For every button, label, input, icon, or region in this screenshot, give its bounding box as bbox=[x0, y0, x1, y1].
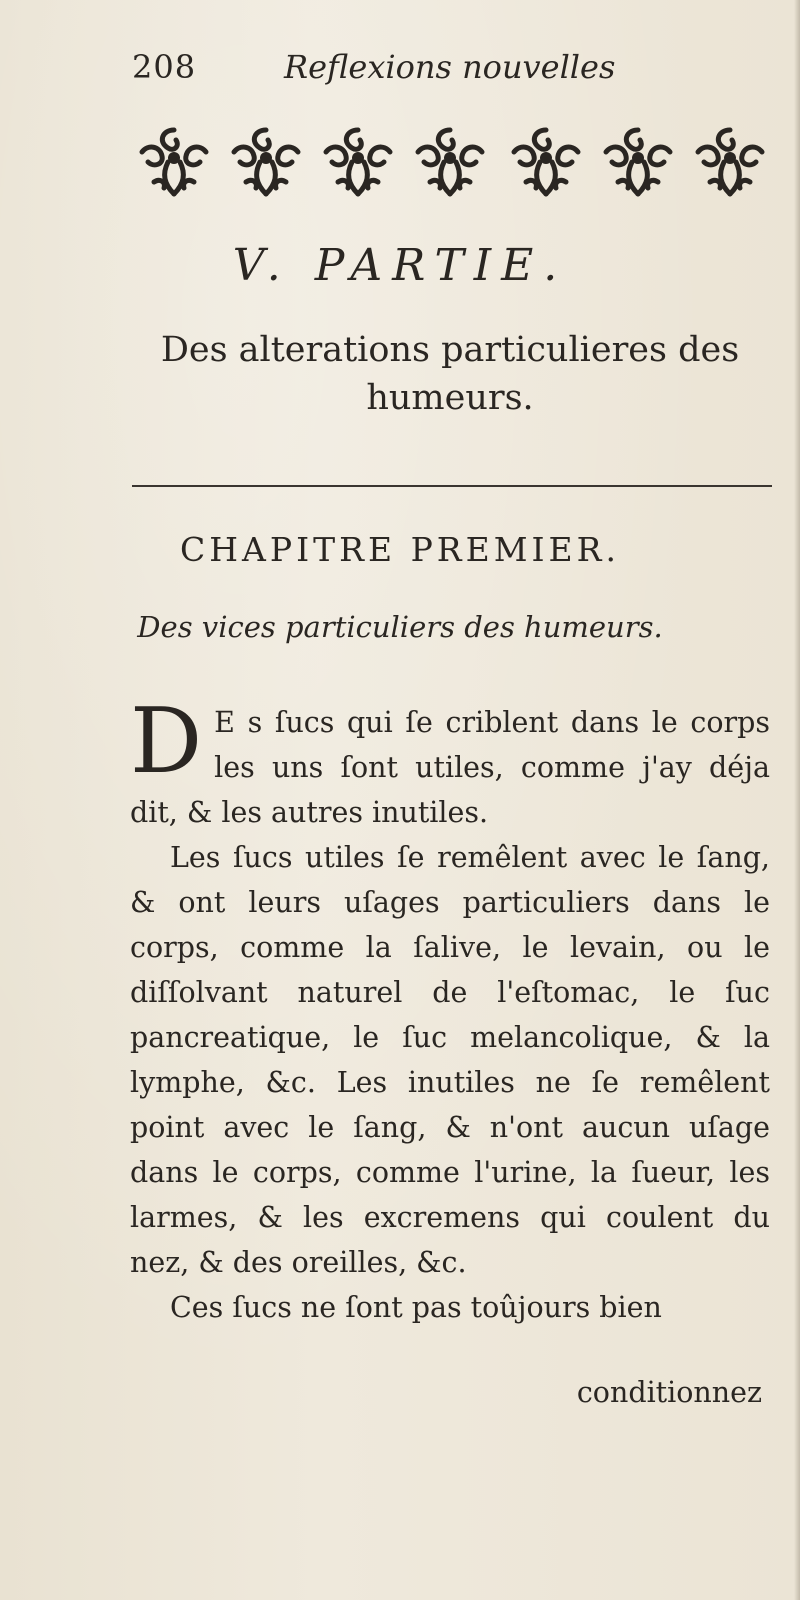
paragraph-3: Ces ſucs ne ſont pas toûjours bien bbox=[170, 1291, 662, 1324]
paragraph-1-text: E s ſucs qui ſe criblent dans le corps les uns ſont utiles, comme j'ay déja dit, & les autres inutiles. bbox=[130, 706, 770, 829]
chapter-title: CHAPITRE PREMIER. bbox=[180, 530, 620, 569]
fleuron-ornament-icon bbox=[598, 122, 678, 202]
paragraph-2: Les ſucs utiles ſe remêlent avec le ſang, & ont leurs uſages particuliers dans le corps, comme la ſalive, le levain, ou le diſſolvant naturel de l'eſtomac, le ſuc pancreatique, le ſuc melancolique, & la lymphe, &c. Les inutiles ne ſe remêlent point avec le ſang, & n'ont aucun uſage dans le corps, comme l'urine, la ſueur, les larmes, & les excremens qui coulent du nez, & des oreilles, &c. bbox=[130, 841, 770, 1279]
fleuron-ornament-icon bbox=[226, 122, 306, 202]
fleuron-ornament-icon bbox=[134, 122, 214, 202]
fleuron-ornament-icon bbox=[318, 122, 398, 202]
section-title bbox=[130, 326, 770, 422]
body-text bbox=[130, 689, 770, 1330]
drop-cap: D bbox=[130, 689, 203, 794]
part-title: V. PARTIE. bbox=[232, 240, 568, 291]
fleuron-ornament-icon bbox=[506, 122, 586, 202]
paragraph-1 bbox=[130, 689, 770, 835]
fleuron-band bbox=[134, 122, 764, 202]
catchword: conditionnez bbox=[576, 1376, 762, 1409]
fleuron-ornament-icon bbox=[690, 122, 770, 202]
page-number: 208 bbox=[132, 48, 197, 86]
running-title: Reflexions nouvelles bbox=[284, 48, 616, 86]
section-title-line-1: Des alterations particulieres des bbox=[160, 330, 740, 370]
fleuron-ornament-icon bbox=[410, 122, 490, 202]
section-title-line-2: humeurs. bbox=[366, 378, 534, 418]
running-head bbox=[132, 48, 762, 88]
chapter-subtitle: Des vices particuliers des humeurs. bbox=[137, 610, 663, 644]
horizontal-rule bbox=[132, 485, 772, 487]
